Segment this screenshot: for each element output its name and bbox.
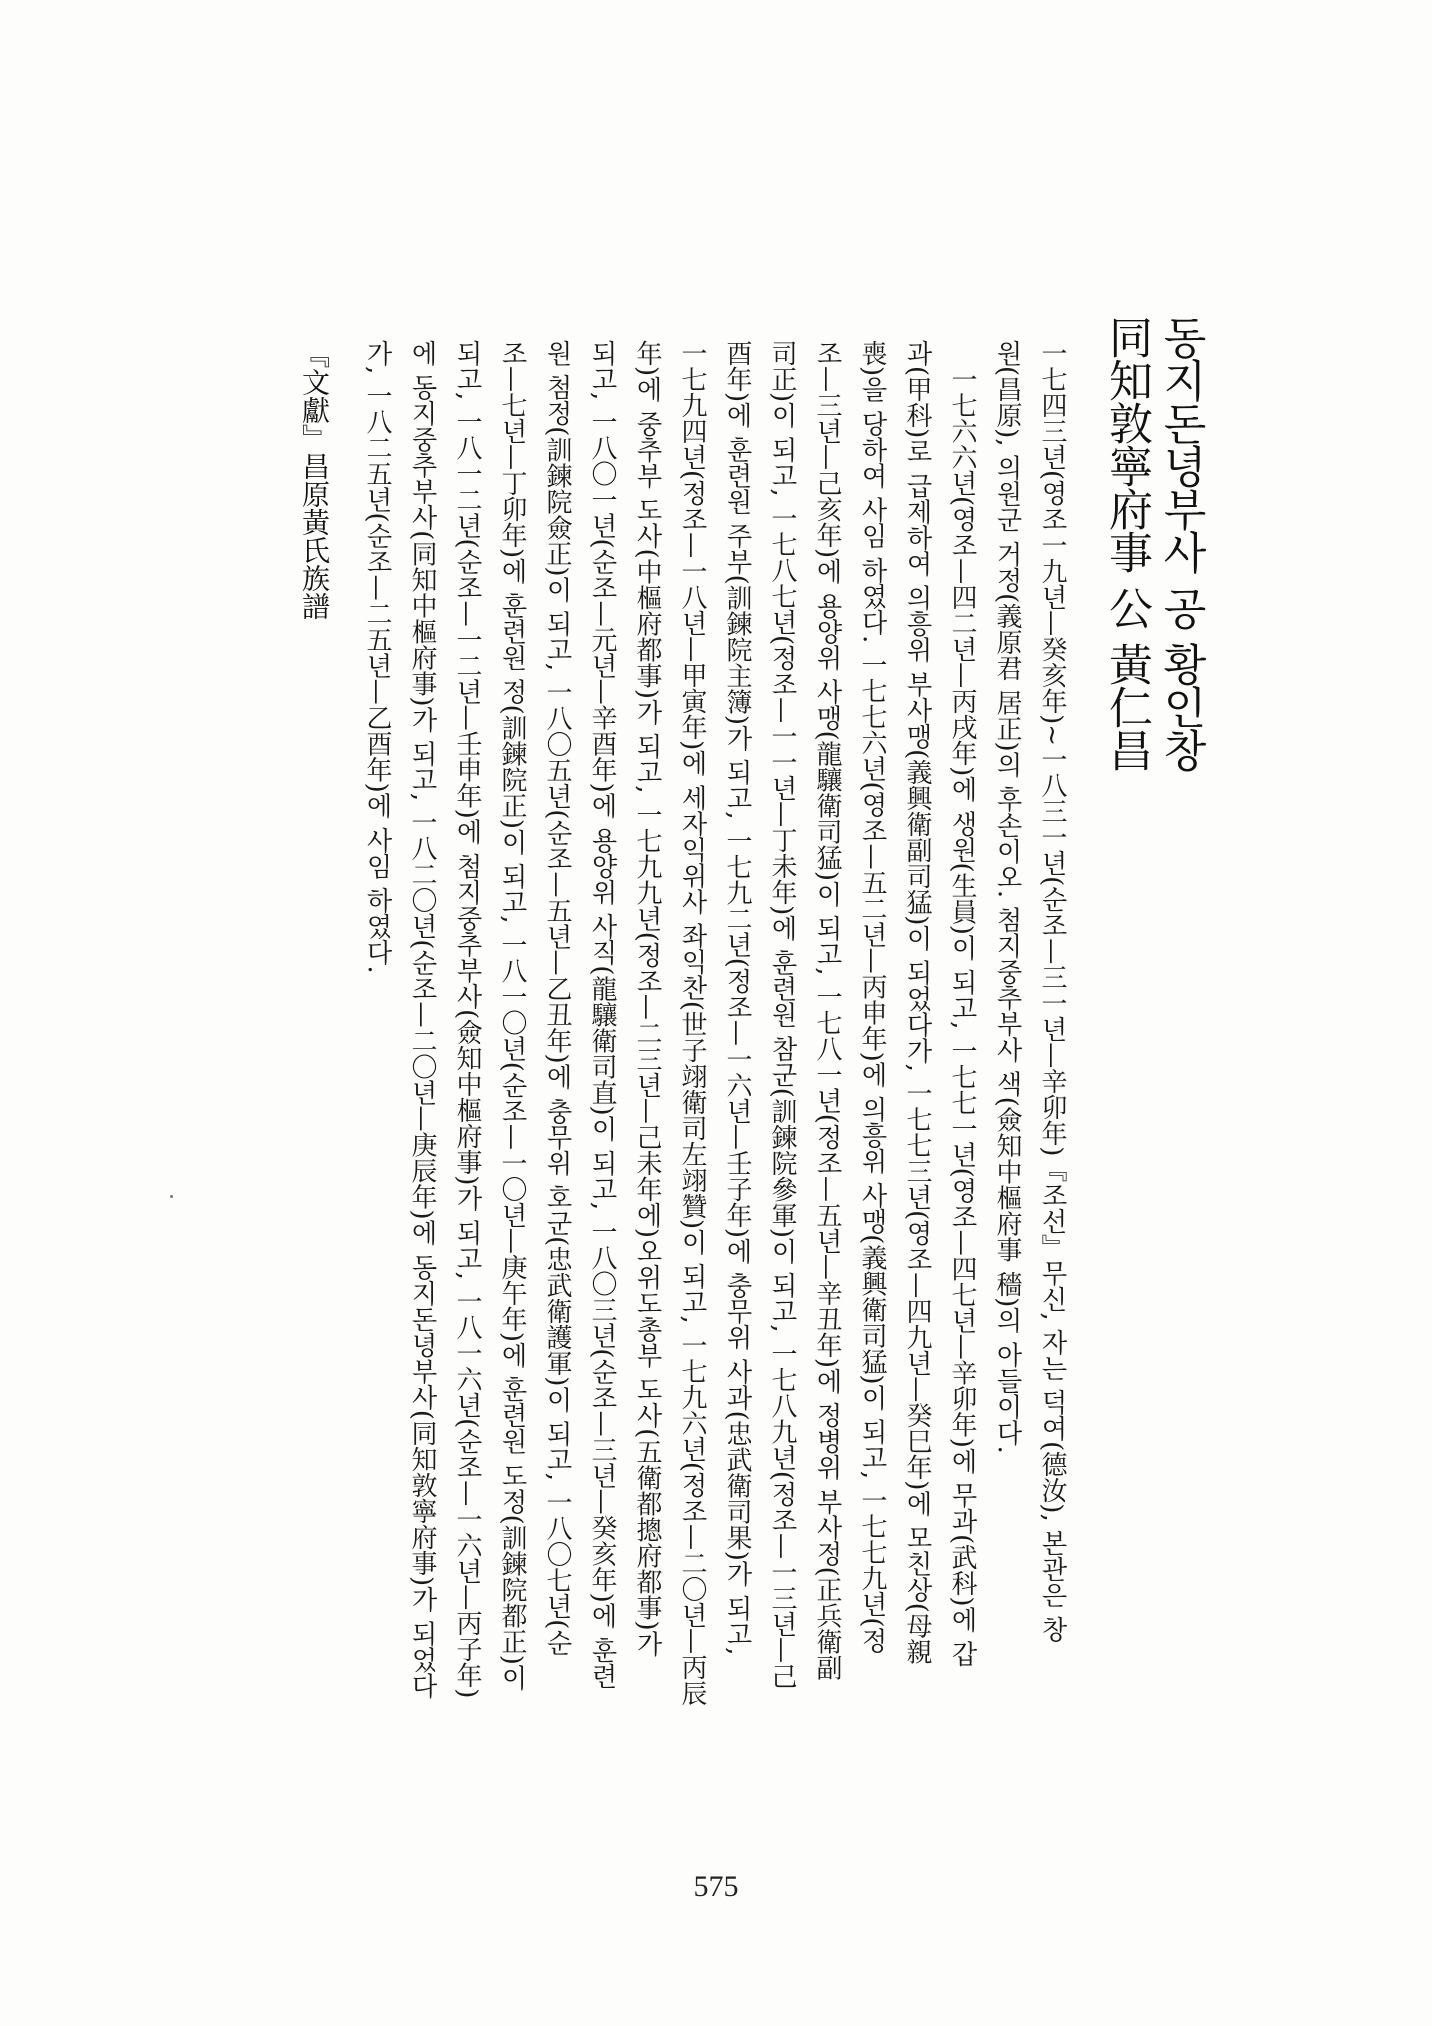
body-column: 年)에 중추부 도사(中樞府都事)가 되고, 一七九九년(정조—二三년—己未年에)오위도총부 도사(五衛都摠府都事)가 xyxy=(632,340,662,1657)
title-hangul: 동지돈녕부사 공 황인창 xyxy=(1155,315,1206,771)
body-column: 되고, 一八〇一년(순조—元년—辛酉年)에 용양위 사직(龍驤衛司直)이 되고, 一八〇三년(순조—三년—癸亥年)에 훈련 xyxy=(587,340,617,1689)
body-column: 一七九四년(정조—一八년—甲寅年)에 세자익위사 좌익찬(世子翊衛司左翊贊)이 되고, 一七九六년(정조—二〇년—丙辰 xyxy=(677,340,707,1707)
body-column: 喪)을 당하여 사임 하였다. 一七七六년(영조—五二년—丙申年)에 의흥위 사맹(義興衛司猛)이 되고, 一七七九년(정 xyxy=(857,340,887,1654)
body-column: 원 첨정(訓鍊院僉正)이 되고, 一八〇五년(순조—五년—乙丑年)에 충무위 호군(忠武衛護軍)이 되고, 一八〇七년(순 xyxy=(542,340,572,1656)
body-column: 一七四三년(영조一九년—癸亥年)~一八三一년(순조—三一년—辛卯年)『조선』무신, 자는 덕여(德汝), 본관은 창 xyxy=(1037,340,1067,1643)
body-column: 되고, 一八一二년(순조—一二년—壬申年)에 첨지중추부사(僉知中樞府事)가 되고, 一八一六년(순조—一六년—丙子年) xyxy=(452,340,482,1699)
title-block xyxy=(1102,315,1204,771)
scan-speck xyxy=(170,1195,173,1198)
body-text xyxy=(296,340,1070,1840)
body-column: 조—三년—己亥年)에 용양위 사맹(龍驤衛司猛)이 되고, 一七八一년(정조—五년—辛丑年)에 정병위 부사정(正兵衛副 xyxy=(812,340,842,1681)
page-number: 575 xyxy=(693,1870,739,1903)
body-column: 과(甲科)로 급제하여 의흥위 부사맹(義興衛副司猛)이 되었다가, 一七七三년(영조—四九년—癸巳年)에 모친상(母親 xyxy=(902,340,932,1665)
body-column: 조—七년—丁卯年)에 훈련원 정(訓鍊院正)이 되고, 一八一〇년(순조—一〇년—庚午年)에 훈련원 도정(訓鍊院都正)이 xyxy=(497,340,527,1691)
body-column: 에 동지중추부사(同知中樞府事)가 되고, 一八二〇년(순조—二〇년—庚辰年)에 동지돈녕부사(同知敦寧府事)가 되었다 xyxy=(407,340,437,1699)
body-column: 酉年)에 훈련원 주부(訓鍊院主簿)가 되고, 一七九二년(정조—一六년—壬子年)에 충무위 사과(忠武衛司果)가 되고, xyxy=(722,340,752,1656)
body-column: 司正)이 되고, 一七八七년(정조—一一년—丁未年)에 훈련원 참군(訓鍊院參軍)이 되고, 一七八九년(정조—一三년—己 xyxy=(767,340,797,1689)
body-column: 원(昌原), 의원군 거정(義原君 居正)의 후손이오. 첨지중추부사 색(僉知中樞府事 穡)의 아들이다. xyxy=(992,340,1022,1454)
body-column: 一七六六년(영조—四二년—丙戌年)에 생원(生員)이 되고, 一七七一년(영조—四七년—辛卯年)에 무과(武科)에 갑 xyxy=(947,366,977,1667)
title-hanja: 同知敦寧府事 公 黃仁昌 xyxy=(1101,315,1152,771)
source-citation: 『文獻』昌原黃氏族譜 xyxy=(298,340,331,620)
body-column: 가, 一八二五년(순조—二五년—乙酉年)에 사임 하였다. xyxy=(362,340,392,974)
